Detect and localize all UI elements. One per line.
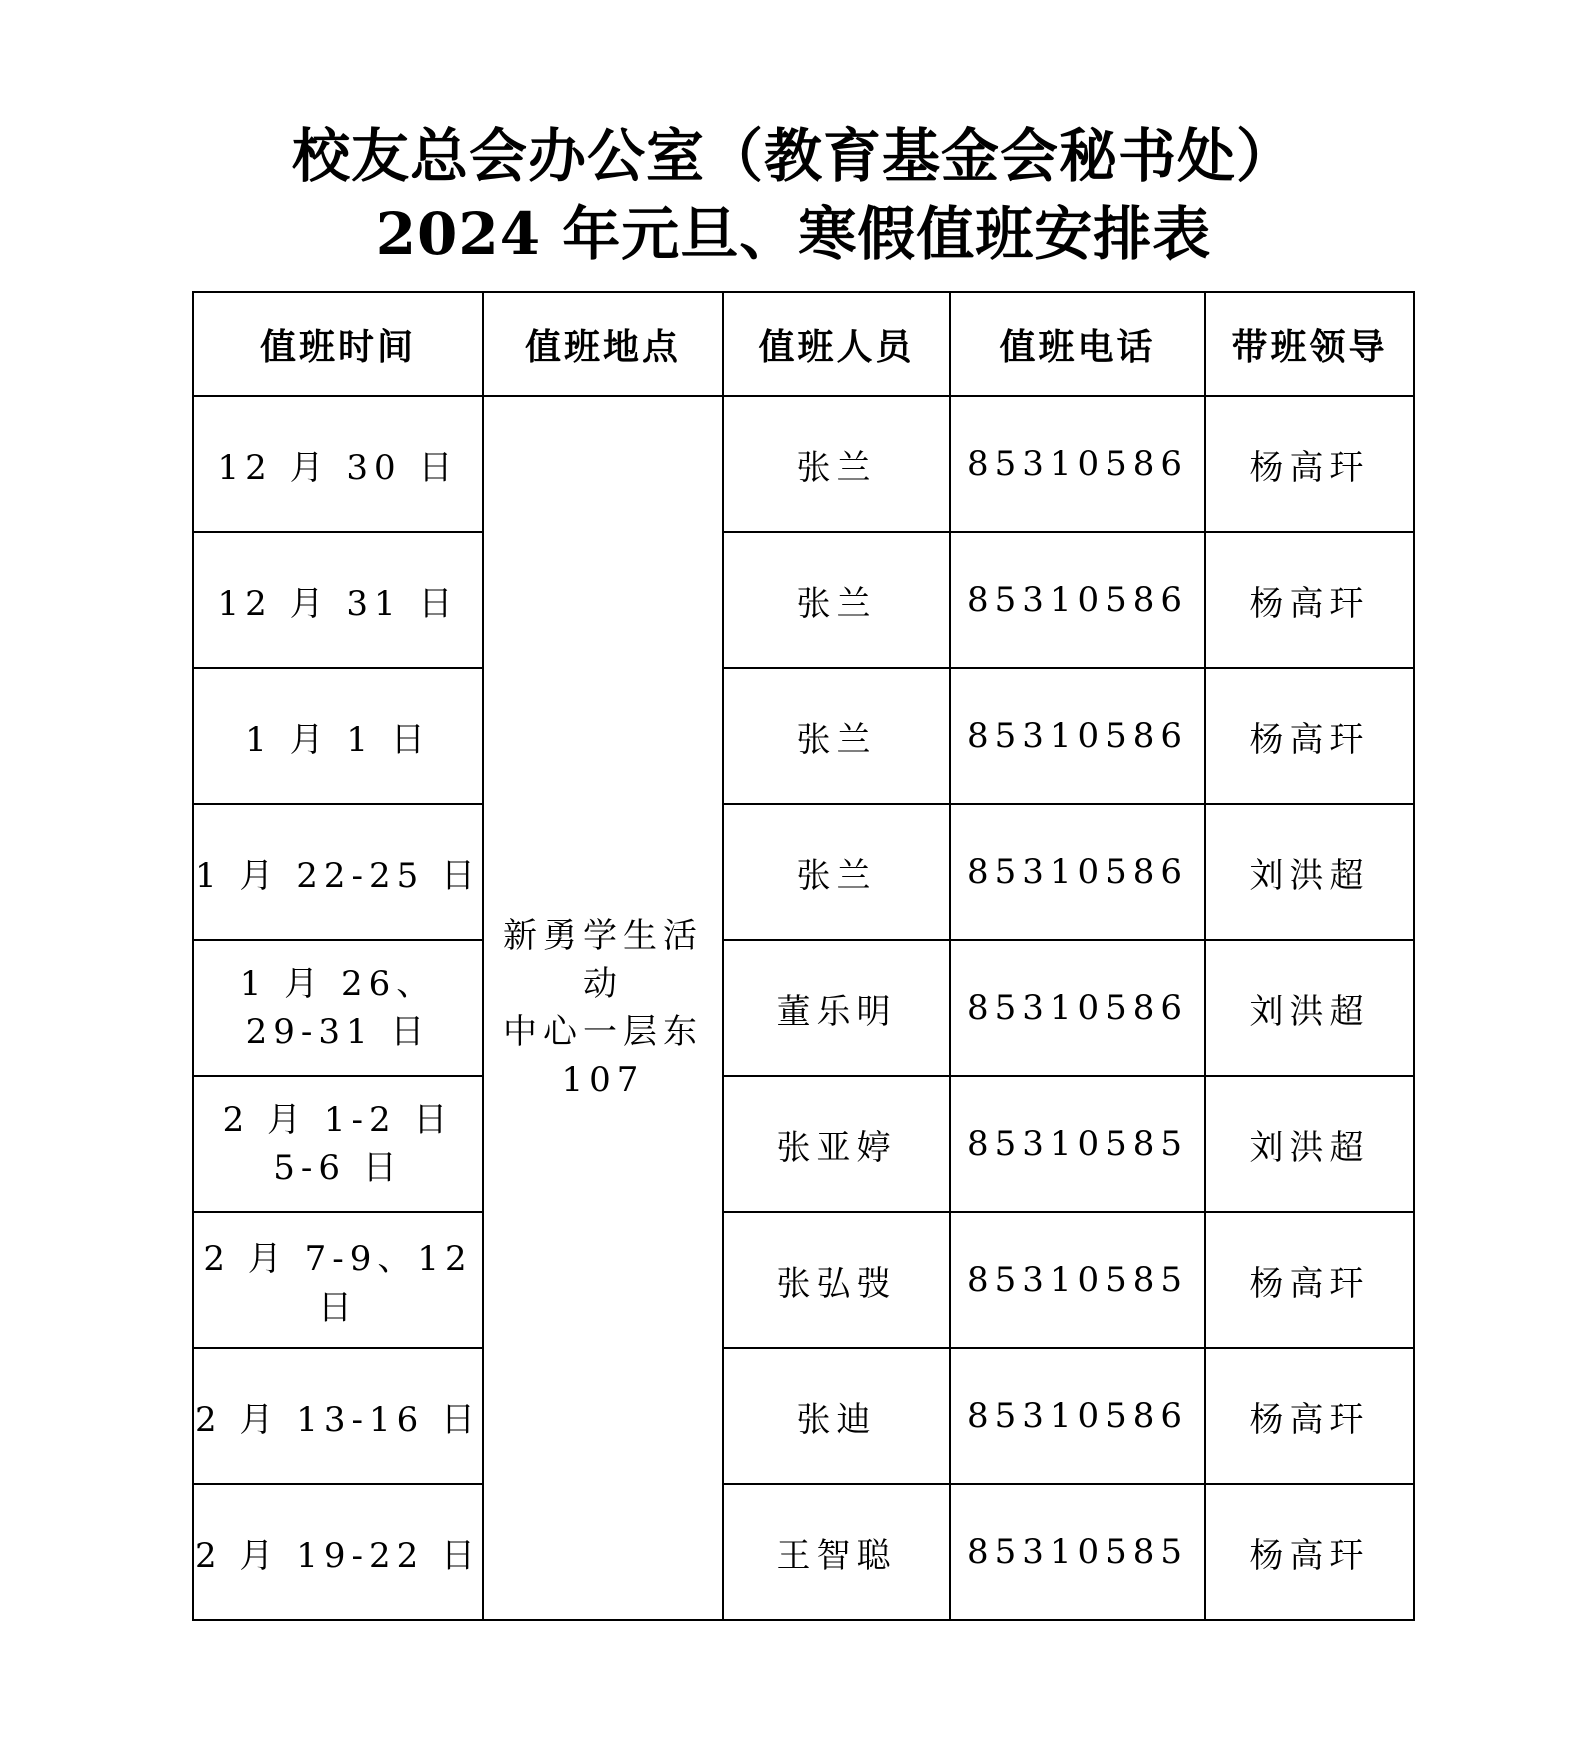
duty-staff-cell: 张兰 — [723, 804, 950, 940]
duty-time-line: 1 月 26、 — [239, 964, 437, 1004]
duty-leader-cell: 杨高玕 — [1205, 1484, 1414, 1620]
duty-time-cell: 12 月 31 日 — [193, 532, 483, 668]
table-row — [193, 940, 1414, 1076]
table-row — [193, 1484, 1414, 1620]
header-duty-leader: 带班领导 — [1205, 292, 1414, 396]
duty-time-cell: 1 月 1 日 — [193, 668, 483, 804]
duty-leader-cell: 杨高玕 — [1205, 668, 1414, 804]
duty-phone-cell: 85310586 — [950, 940, 1205, 1076]
duty-phone-cell: 85310585 — [950, 1076, 1205, 1212]
duty-leader-cell: 刘洪超 — [1205, 1076, 1414, 1212]
table-row — [193, 1212, 1414, 1348]
header-duty-staff: 值班人员 — [723, 292, 950, 396]
duty-schedule-table — [192, 291, 1415, 1621]
duty-location-cell — [483, 396, 723, 1620]
duty-phone-cell: 85310586 — [950, 668, 1205, 804]
duty-staff-cell: 张弘弢 — [723, 1212, 950, 1348]
duty-phone-cell: 85310586 — [950, 532, 1205, 668]
duty-phone-cell: 85310585 — [950, 1212, 1205, 1348]
duty-staff-cell: 张兰 — [723, 396, 950, 532]
duty-time-cell — [193, 1076, 483, 1212]
duty-staff-cell: 张迪 — [723, 1348, 950, 1484]
page-title-line1: 校友总会办公室（教育基金会秘书处） — [291, 122, 1295, 190]
duty-staff-cell: 张兰 — [723, 532, 950, 668]
location-line: 中心一层东 — [503, 1012, 703, 1052]
duty-time-line: 5-6 日 — [273, 1148, 403, 1188]
duty-time-line: 29-31 日 — [245, 1012, 431, 1052]
table-row — [193, 532, 1414, 668]
table-row — [193, 1348, 1414, 1484]
table-row — [193, 668, 1414, 804]
header-duty-location: 值班地点 — [483, 292, 723, 396]
duty-leader-cell: 刘洪超 — [1205, 940, 1414, 1076]
duty-staff-cell: 张兰 — [723, 668, 950, 804]
duty-time-cell: 2 月 13-16 日 — [193, 1348, 483, 1484]
page-title-line2: 2024 年元旦、寒假值班安排表 — [375, 200, 1212, 268]
table-row — [193, 804, 1414, 940]
duty-phone-cell: 85310585 — [950, 1484, 1205, 1620]
duty-time-cell: 2 月 19-22 日 — [193, 1484, 483, 1620]
duty-time-cell: 2 月 7-9、12 日 — [193, 1212, 483, 1348]
duty-staff-cell: 董乐明 — [723, 940, 950, 1076]
duty-time-cell: 12 月 30 日 — [193, 396, 483, 532]
duty-phone-cell: 85310586 — [950, 396, 1205, 532]
location-line: 107 — [561, 1060, 645, 1100]
header-duty-time: 值班时间 — [193, 292, 483, 396]
table-row — [193, 396, 1414, 532]
duty-time-cell: 1 月 22-25 日 — [193, 804, 483, 940]
duty-staff-cell: 张亚婷 — [723, 1076, 950, 1212]
duty-leader-cell: 杨高玕 — [1205, 1348, 1414, 1484]
duty-staff-cell: 王智聪 — [723, 1484, 950, 1620]
duty-time-line: 2 月 1-2 日 — [222, 1100, 454, 1140]
table-row — [193, 1076, 1414, 1212]
table-header-row — [193, 292, 1414, 396]
location-line: 新勇学生活动 — [503, 916, 703, 1004]
duty-leader-cell: 杨高玕 — [1205, 1212, 1414, 1348]
duty-phone-cell: 85310586 — [950, 804, 1205, 940]
duty-leader-cell: 杨高玕 — [1205, 396, 1414, 532]
duty-leader-cell: 刘洪超 — [1205, 804, 1414, 940]
duty-time-cell — [193, 940, 483, 1076]
duty-leader-cell: 杨高玕 — [1205, 532, 1414, 668]
header-duty-phone: 值班电话 — [950, 292, 1205, 396]
duty-phone-cell: 85310586 — [950, 1348, 1205, 1484]
